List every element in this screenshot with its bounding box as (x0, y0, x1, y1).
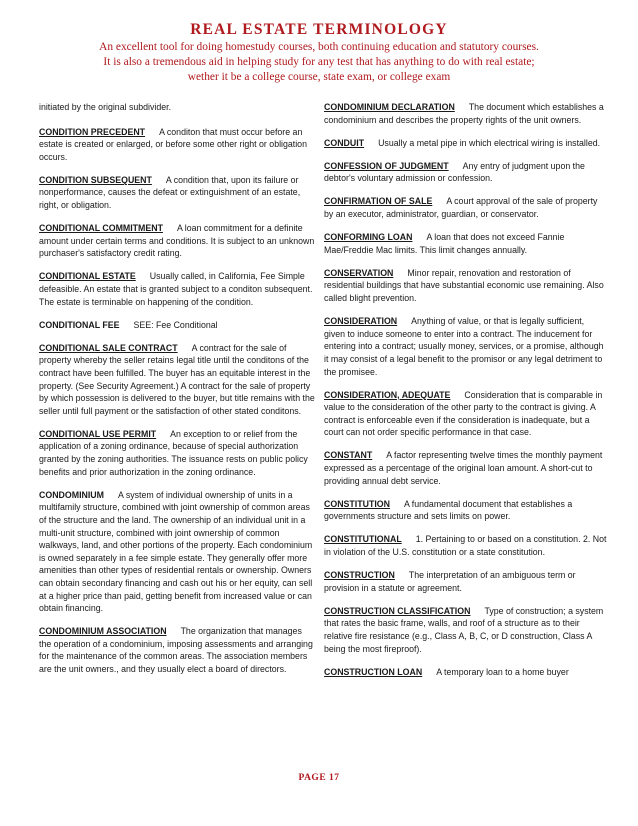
glossary-term: CONDITION SUBSEQUENT (39, 174, 152, 185)
glossary-term: CONDUIT (324, 137, 365, 148)
glossary-definition: 1. Pertaining to or based on a constitution. 2. Not in violation of the U.S. constitution or a state constitution. (324, 534, 607, 558)
glossary-term: CONDITIONAL USE PERMIT (39, 428, 157, 439)
glossary-term: CONDITIONAL SALE CONTRACT (39, 342, 178, 353)
glossary-entry (324, 231, 607, 256)
glossary-entry (324, 498, 607, 523)
page-header (0, 20, 638, 84)
glossary-definition: An exception to or relief from the application of a zoning ordinance, because of special authorization granted by the zoning authorities. The issuance rests on public policy benefits and prior authorization in the zoning ordinance. (39, 428, 308, 477)
glossary-term: CONDITIONAL FEE (39, 319, 120, 330)
glossary-term: CONDOMINIUM (39, 489, 104, 500)
glossary-definition: A contract for the sale of property whereby the seller retains legal title until the conditons of the contract have been fulfilled. The buyer has an equitable interest in the property. (See Security Agreement.) A contract for the sale of property by which possession is delivered to the buyer, but title remains with the seller until full payment or the satisfaction of other stated conditons. (39, 342, 315, 416)
glossary-entry (39, 625, 316, 675)
glossary-term: CONSTRUCTION LOAN (324, 666, 423, 677)
glossary-term: CONDITIONAL ESTATE (39, 271, 136, 282)
glossary-definition: A system of individual ownership of units in a multifamily structure, combined with joint ownership of common areas of the structure and the land. The ownership of an individual unit in a multi-unit structure, combined with joint ownership of common walkways, land, and other portions of the property. Each condominium is owned separately in a fee simple estate. They generally offer more amenities than other types of residential rentals or ownership. Owners can obtain secondary financing and cash out his or her equity, can sell at a higher price than paid, getting benefit from increased value or can obtain financing. (39, 489, 313, 614)
glossary-entry (324, 137, 607, 150)
glossary-term: CONFORMING LOAN (324, 232, 413, 243)
glossary-entry (324, 449, 607, 487)
glossary-entry (324, 195, 607, 220)
glossary-entry (39, 126, 316, 164)
glossary-entry (324, 666, 607, 679)
glossary-term: CONDOMINIUM ASSOCIATION (39, 626, 167, 637)
glossary-term: CONSTITUTION (324, 498, 390, 509)
subtitle-line-2: It is also a tremendous aid in helping study for any test that has anything to do with real estate; (103, 55, 535, 68)
page-title: REAL ESTATE TERMINOLOGY (190, 21, 448, 38)
glossary-definition: The organization that manages the operation of a condominium, imposing assessments and arranging for the maintenance of the common areas. The association members are the unit owners., and they usually elect a board of directors. (39, 626, 313, 674)
glossary-term: CONDITIONAL COMMITMENT (39, 223, 163, 234)
glossary-entry (39, 222, 316, 260)
glossary-definition: A loan commitment for a definite amount under certain terms and conditions. It is subject to an unknown purchaser's satisfactory credit rating. (39, 223, 315, 259)
glossary-term: CONSTANT (324, 450, 373, 461)
right-column (324, 101, 607, 689)
glossary-definition: A temporary loan to a home buyer (436, 666, 569, 677)
glossary-entry (324, 101, 607, 126)
glossary-definition: The document which establishes a condominium and describes the property rights of the unit owners. (324, 102, 604, 125)
right-entry-list (324, 101, 607, 678)
subtitle-line-1: An excellent tool for doing homestudy courses, both continuing education and statutory courses. (99, 41, 539, 53)
glossary-term: CONDITION PRECEDENT (39, 126, 146, 137)
glossary-definition: A fundamental document that establishes a governments structure and sets limits on power. (324, 498, 573, 522)
glossary-term: CONFESSION OF JUDGMENT (324, 160, 449, 171)
continued-definition: initiated by the original subdivider. (39, 102, 172, 112)
glossary-entry (39, 319, 316, 332)
glossary-entry (39, 174, 316, 212)
glossary-term: CONFIRMATION OF SALE (324, 196, 433, 207)
glossary-term: CONSIDERATION, ADEQUATE (324, 389, 451, 400)
glossary-entry (39, 489, 316, 615)
glossary-definition: Usually called, in California, Fee Simple defeasible. An estate that is granted subject to a conditon subsequent. The estate is terminable on happening of the condition. (39, 271, 313, 307)
glossary-entry (324, 160, 607, 185)
glossary-term: CONSTITUTIONAL (324, 534, 402, 545)
glossary-definition: SEE: Fee Conditional (133, 319, 218, 330)
glossary-term: CONSTRUCTION CLASSIFICATION (324, 605, 471, 616)
subtitle-line-3: wether it be a college course, state exam, or college exam (187, 70, 451, 83)
glossary-term: CONSTRUCTION (324, 570, 395, 581)
page-number: PAGE 17 (298, 773, 340, 783)
glossary-definition: A conditon that must occur before an estate is created or enlarged, or before some other right or obligation occurs. (39, 126, 307, 162)
glossary-definition: A court approval of the sale of property by an executor, administrator, guardian, or conservator. (324, 196, 598, 220)
glossary-term: CONDOMINIUM DECLARATION (324, 102, 455, 112)
glossary-definition: Minor repair, renovation and restoration of residential buildings that have substantial economic use remaining. Also called blight prevention. (324, 267, 604, 304)
glossary-entry (324, 389, 607, 439)
glossary-definition: The interpretation of an ambiguous term or provision in a statute or agreement. (324, 570, 576, 593)
glossary-entry (324, 605, 607, 655)
glossary-term: CONSIDERATION (324, 316, 398, 327)
glossary-term: CONSERVATION (324, 267, 394, 278)
glossary-entry (324, 315, 607, 378)
glossary-entry (39, 342, 316, 418)
glossary-entry (324, 569, 607, 594)
glossary-definition: Any entry of judgment upon the debtor's voluntary admission or confession. (324, 160, 585, 184)
left-entry-list (39, 126, 316, 676)
glossary-entry (324, 267, 607, 305)
glossary-definition: A factor representing twelve times the monthly payment expressed as a percentage of the original loan amount. A short-cut to providing annual debt service. (324, 450, 603, 486)
glossary-definition: Type of construction; a system that rates the basic frame, walls, and roof of a structure as to their relative fire resistance (e.g., Class A, B, C, or D construction, Class A being the most fireproof). (324, 605, 604, 654)
glossary-definition: A loan that does not exceed Fannie Mae/Freddie Mac limits. This limit changes annually. (324, 232, 565, 255)
left-column (39, 101, 316, 686)
glossary-definition: Usually a metal pipe in which electrical wiring is installed. (378, 137, 601, 148)
glossary-definition: Consideration that is comparable in value to the consideration of the other party to the contract is giving. A contract is enforceable even if the consideration is inadequate, but a court can not order specific performance in that case. (324, 389, 603, 438)
glossary-definition: A condition that, upon its failure or nonperformance, causes the defeat or extinguishment of an estate, right, or obligation. (39, 174, 301, 211)
glossary-entry (39, 428, 316, 478)
glossary-entry (324, 533, 607, 558)
glossary-entry (39, 270, 316, 308)
glossary-definition: Anything of value, or that is legally sufficient, given to induce someone to enter into a contract. The inducement for entering into a contract; usually money, services, or a promise, although it may consist of a legal benefit to the promisor or any legal detriment to the promisee. (324, 316, 604, 377)
